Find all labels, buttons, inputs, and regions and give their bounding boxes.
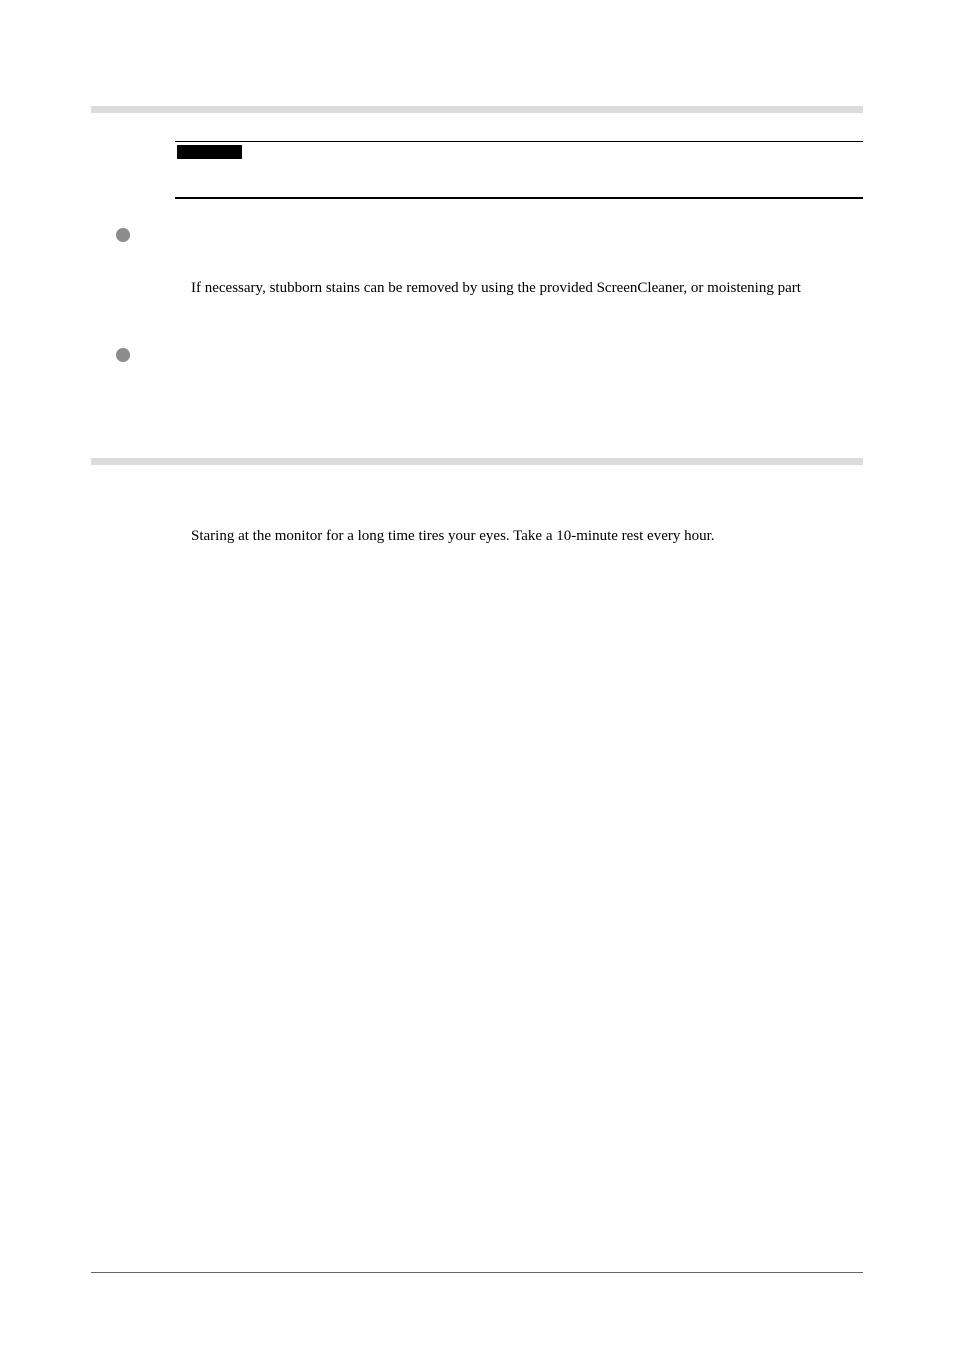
footer-rule (91, 1272, 863, 1273)
section-header-bar (91, 106, 863, 113)
rest-advice-text: Staring at the monitor for a long time tires your eyes. Take a 10-minute rest every hour. (191, 528, 715, 544)
bullet-icon (116, 348, 130, 362)
attention-box (175, 141, 863, 199)
bullet-icon (116, 228, 130, 242)
section-header-bar (91, 458, 863, 465)
attention-label-tab (177, 145, 242, 159)
stain-removal-text: If necessary, stubborn stains can be removed by using the provided ScreenCleaner, or moistening part (191, 280, 801, 296)
